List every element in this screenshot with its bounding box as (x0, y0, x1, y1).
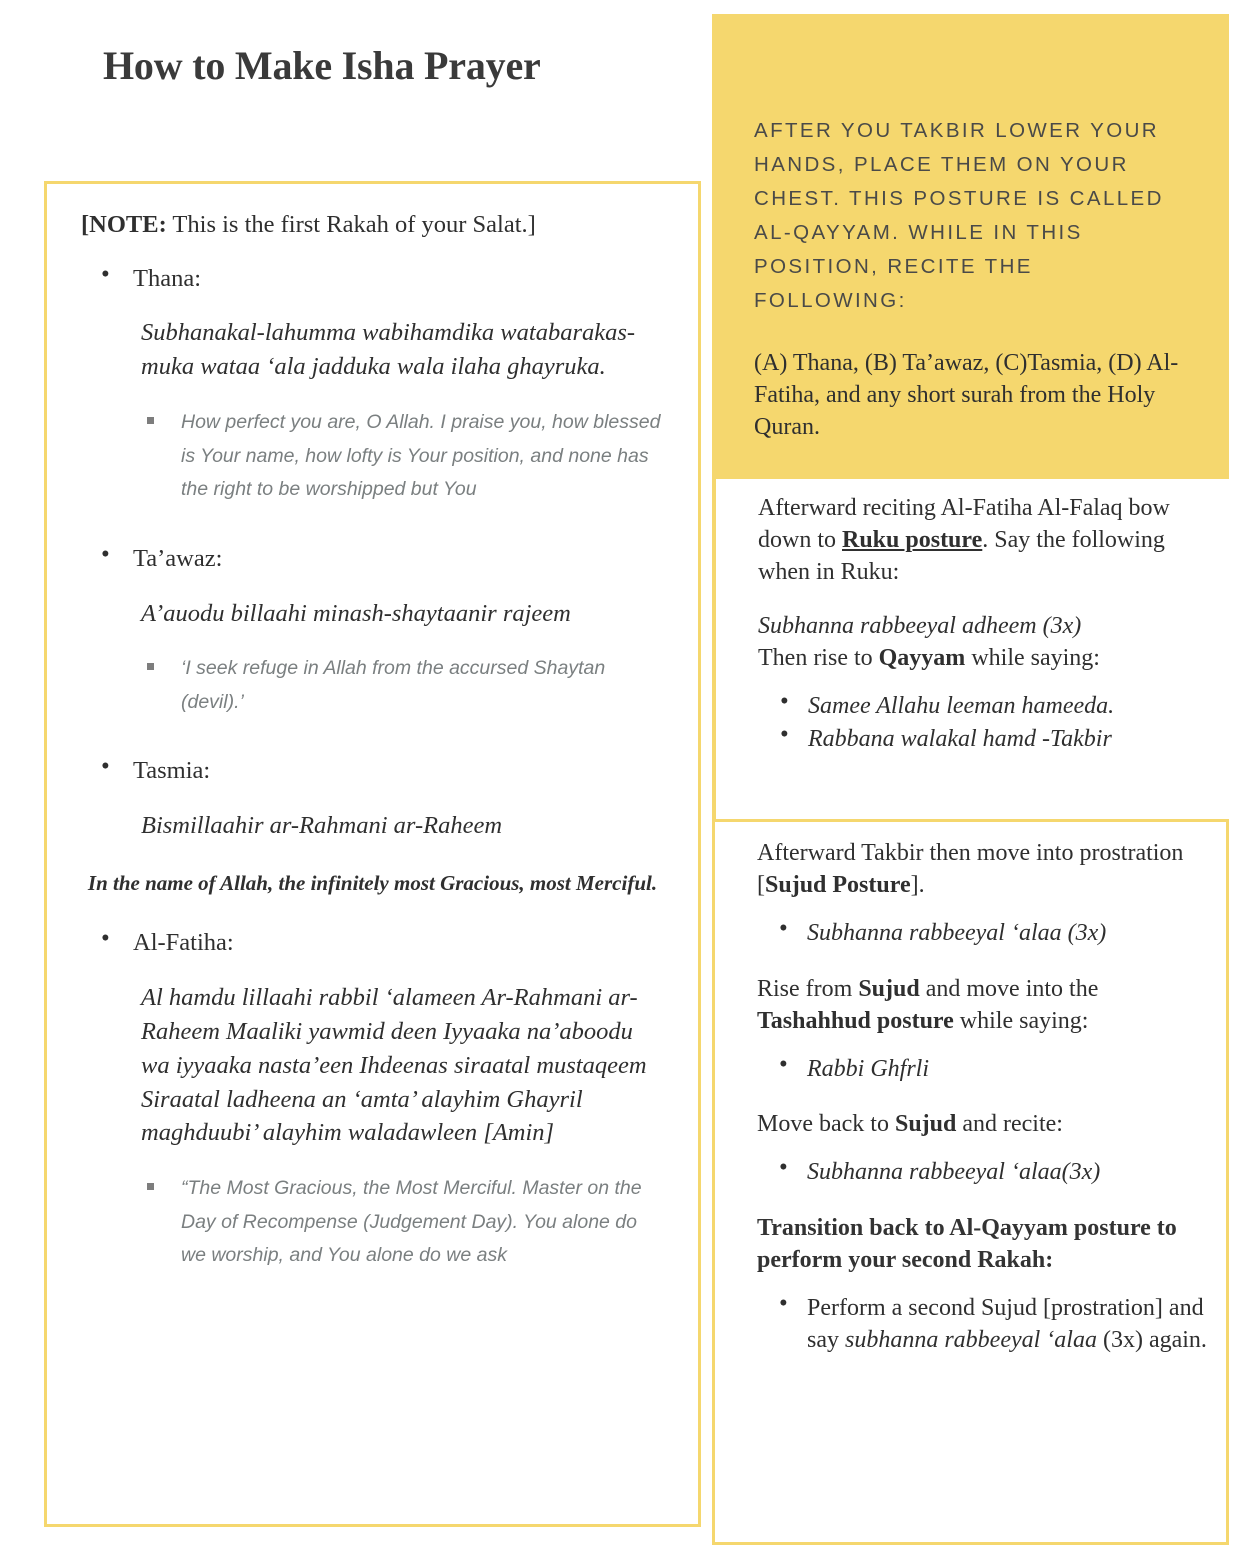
spacer (758, 589, 1211, 611)
rise-from-sujud-paragraph (757, 974, 1210, 1038)
item-label-alfatiha: • Al-Fatiha: (133, 929, 234, 957)
spacer (81, 897, 674, 927)
sujud-bullet-list-1 (757, 918, 1210, 950)
sujud-section-box (712, 819, 1229, 1545)
ruku-bullet-list (758, 691, 1211, 757)
left-content-inner (47, 184, 698, 1273)
list-item (758, 691, 1211, 723)
spacer (757, 1191, 1210, 1213)
translation-tasmia-centered: In the name of Allah, the infinitely most Gracious, most Merciful. (87, 871, 658, 895)
arabic-text-thana: Subhanakal-lahumma wabihamdika watabarakas-muka wataa ‘ala jadduka wala ilaha ghayruka. (141, 319, 636, 381)
item-label-taawaz: • Ta’awaz: (133, 544, 223, 572)
move-back-paragraph (757, 1109, 1210, 1141)
sub-list-item (133, 652, 674, 719)
ruku-then-rise (758, 643, 1211, 675)
ruku-bullet-1: • Samee Allahu leeman hameeda. (808, 692, 1115, 719)
ruku-posture-emphasis: Ruku posture (842, 526, 983, 553)
list-item-tasmia (81, 755, 674, 843)
left-content-box (44, 181, 701, 1527)
arabic-text-alfatiha: Al hamdu lillaahi rabbil ‘alameen Ar-Rahmani ar-Raheem Maaliki yawmid deen Iyyaaka na’aboodu wa iyyaaka nasta’een Ihdeenas siraatal mustaqeem Siraatal ladheena an ‘amta’ alayhim Ghayril maghduubi’ alayhim waladawleen [Amin] (141, 984, 647, 1147)
sujud-bullet-2: • Rabbi Ghfrli (807, 1055, 930, 1082)
prayer-steps-list (81, 263, 674, 1273)
list-item-thana (81, 263, 674, 507)
translation-alfatiha: “The Most Gracious, the Most Merciful. Master on the Day of Recompense (Judgement Day). You alone do we worship, and You alone do we ask (181, 1177, 642, 1267)
page-title: How to Make Isha Prayer (103, 43, 541, 88)
spacer (757, 952, 1210, 974)
rise-part3: while saying: (953, 1007, 1089, 1034)
ruku-intro-paragraph (758, 493, 1211, 589)
sub-list-taawaz (133, 652, 674, 719)
spacer (81, 513, 674, 543)
ruku-recite-italic: Subhanna rabbeeyal adheem (3x) (758, 612, 1082, 639)
move-part2: and recite: (956, 1111, 1063, 1138)
sujud-intro-part2: ]. (910, 871, 925, 898)
list-item (757, 1157, 1210, 1189)
ruku-section-box (712, 479, 1229, 819)
final-bullet-part2: (3x) again. (1096, 1326, 1207, 1353)
note-rest: This is the first Rakah of your Salat.] (166, 211, 536, 238)
list-item (758, 724, 1211, 756)
list-item (757, 1293, 1210, 1357)
final-bullet (807, 1293, 1210, 1357)
sujud-posture-emphasis: Sujud Posture (765, 871, 911, 898)
sujud-bullet-list-2 (757, 1054, 1210, 1086)
sub-list-item (133, 406, 674, 507)
note-bold-prefix: [NOTE: (81, 211, 167, 238)
sujud-intro-part1: Afterward Takbir then move into prostration [ (757, 840, 1184, 898)
sujud-emphasis-2: Sujud (894, 1111, 957, 1138)
sub-list-item (133, 1172, 674, 1273)
then-rise-part2: while saying: (965, 644, 1100, 671)
list-item (757, 1054, 1210, 1086)
translation-thana: How perfect you are, O Allah. I praise you, how blessed is Your name, how lofty is Your position, and none has the right to be worshipped but You (181, 411, 661, 501)
qayyam-emphasis: Qayyam (878, 644, 966, 671)
arabic-text-tasmia: Bismillaahir ar-Rahmani ar-Raheem (141, 812, 503, 840)
move-part1: Move back to (757, 1111, 895, 1138)
rise-part2: and move into the (919, 975, 1099, 1002)
arabic-text-taawaz: A’auodu billaahi minash-shaytaanir rajeem (141, 599, 571, 627)
ruku-intro-part2: . Say the following when in Ruku: (758, 526, 1165, 585)
tashahhud-emphasis: Tashahhud posture (757, 1007, 954, 1034)
sujud-bullet-1: • Subhanna rabbeeyal ‘alaa (3x) (807, 919, 1107, 946)
transition-heading: Transition back to Al-Qayyam posture to perform your second Rakah: (757, 1215, 1177, 1273)
yellow-callout-panel (712, 14, 1229, 479)
list-item (757, 918, 1210, 950)
yellow-panel-caps-text: AFTER YOU TAKBIR LOWER YOUR HANDS, PLACE THEM ON YOUR CHEST. THIS POSTURE IS CALLED AL-QAYYAM. WHILE IN THIS POSITION, RECITE THE FOLLOWING: (754, 119, 1164, 313)
sujud-bullet-3: • Subhanna rabbeeyal ‘alaa(3x) (807, 1159, 1101, 1186)
note-line (81, 210, 674, 241)
item-label-tasmia: • Tasmia: (133, 757, 211, 785)
sub-list-alfatiha (133, 1172, 674, 1273)
sub-list-thana (133, 406, 674, 507)
sujud-emphasis: Sujud (858, 975, 920, 1002)
item-label-thana: • Thana: (133, 264, 202, 292)
then-rise-part1: Then rise to (758, 644, 879, 671)
sujud-intro-paragraph (757, 838, 1210, 902)
final-bullet-part1: Perform a second Sujud [prostration] and say (807, 1294, 1204, 1353)
ruku-intro-part1: Afterward reciting Al-Fatiha Al-Falaq bow down to (758, 495, 1170, 553)
rise-part1: Rise from (757, 975, 859, 1002)
yellow-panel-paragraph: (A) Thana, (B) Ta’awaz, (C)Tasmia, (D) Al-Fatiha, and any short surah from the Holy Quran. (754, 350, 1179, 440)
list-item-taawaz (81, 543, 674, 720)
sujud-bullet-list-4 (757, 1293, 1210, 1357)
sujud-bullet-list-3 (757, 1157, 1210, 1189)
ruku-bullet-2: • Rabbana walakal hamd -Takbir (808, 726, 1112, 753)
spacer (81, 725, 674, 755)
translation-taawaz: ‘I seek refuge in Allah from the accursed Shaytan (devil).’ (181, 657, 606, 713)
final-bullet-italic: subhanna rabbeeyal ‘alaa (845, 1326, 1097, 1353)
list-item-alfatiha (81, 927, 674, 1272)
spacer (757, 1087, 1210, 1109)
